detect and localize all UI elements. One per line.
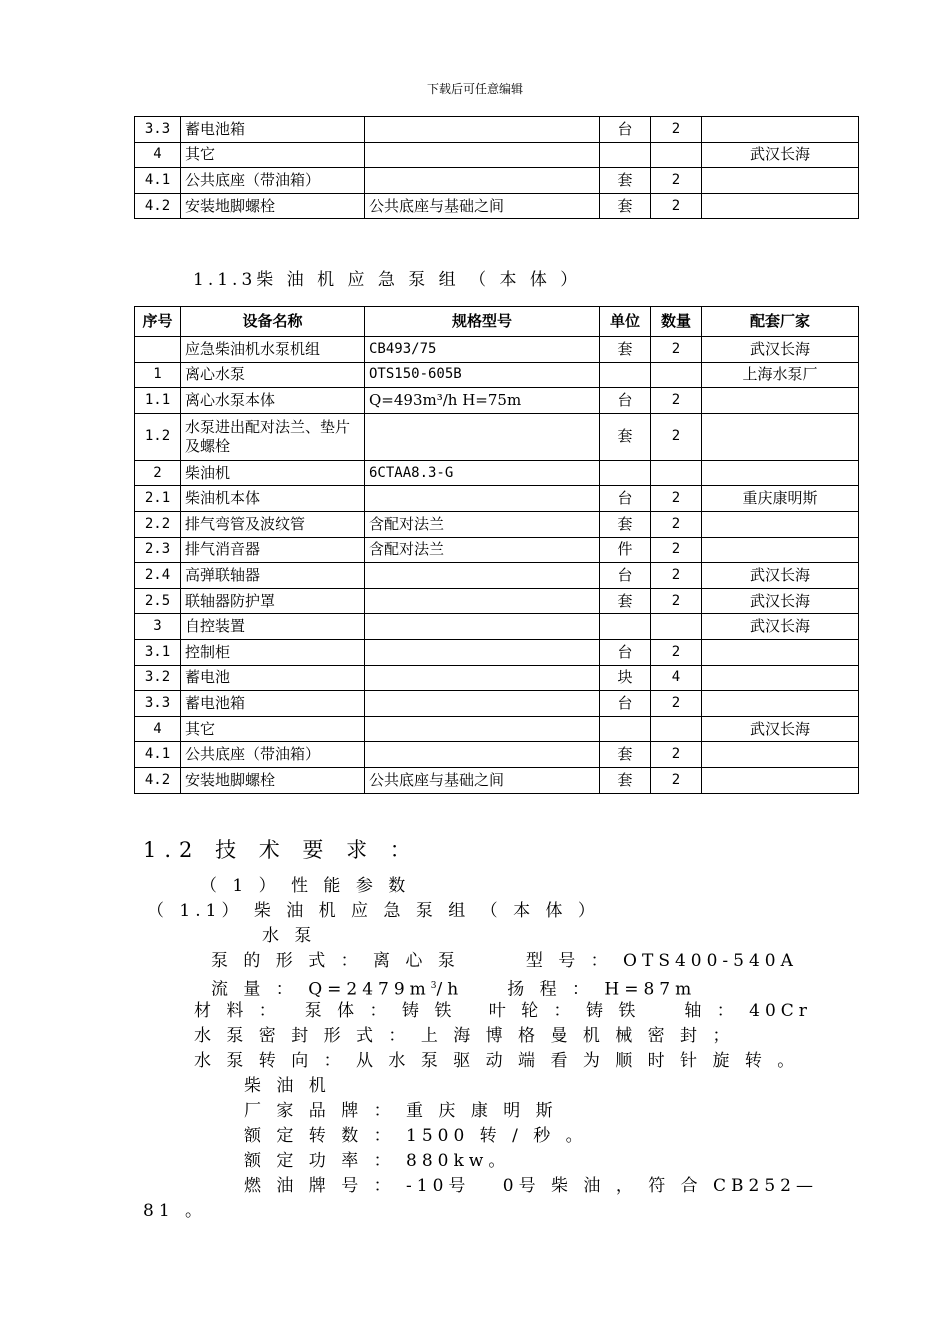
cell-unit: 套	[600, 767, 651, 793]
cell-spec	[365, 742, 600, 768]
cell-name: 公共底座（带油箱）	[181, 168, 365, 194]
cell-no: 2	[135, 460, 181, 486]
cell-name: 柴油机本体	[181, 486, 365, 512]
cell-unit: 套	[600, 337, 651, 363]
cell-unit: 块	[600, 665, 651, 691]
cell-spec	[365, 168, 600, 194]
cell-unit	[600, 614, 651, 640]
cell-qty: 2	[651, 588, 702, 614]
cell-qty: 2	[651, 767, 702, 793]
cell-no: 4.2	[135, 193, 181, 219]
cell-no: 4.1	[135, 742, 181, 768]
tech-line-13: 燃 油 牌 号 ： -10号 0号 柴 油 ， 符 合 CB252—	[244, 1176, 818, 1196]
cell-spec	[365, 716, 600, 742]
cell-qty: 2	[651, 388, 702, 414]
cell-qty	[651, 614, 702, 640]
cell-no: 1	[135, 362, 181, 388]
cell-qty: 4	[651, 665, 702, 691]
cell-unit: 台	[600, 639, 651, 665]
cell-name: 其它	[181, 716, 365, 742]
cell-maker: 武汉长海	[702, 588, 859, 614]
flow-label: 流 量 ： Q=2479m	[211, 979, 431, 1000]
tech-line-9: 柴 油 机	[244, 1076, 331, 1096]
flow-unit-exponent: 3	[430, 981, 437, 991]
cell-name: 联轴器防护罩	[181, 588, 365, 614]
cell-maker	[702, 193, 859, 219]
cell-maker	[702, 117, 859, 143]
section-title-113: 1.1.3柴 油 机 应 急 泵 组 （ 本 体 ）	[193, 270, 582, 290]
table-row	[135, 767, 859, 793]
cell-maker: 武汉长海	[702, 614, 859, 640]
page-header: 下载后可任意编辑	[426, 82, 523, 96]
cell-spec: 公共底座与基础之间	[365, 767, 600, 793]
header-no: 序号	[135, 307, 181, 337]
cell-maker	[702, 388, 859, 414]
table-row	[135, 117, 859, 143]
cell-maker: 上海水泵厂	[702, 362, 859, 388]
cell-no: 4.2	[135, 767, 181, 793]
tech-line-12: 额 定 功 率 ： 880kw。	[244, 1151, 511, 1171]
cell-spec	[365, 614, 600, 640]
cell-unit	[600, 716, 651, 742]
cell-qty	[651, 460, 702, 486]
cell-name: 公共底座（带油箱）	[181, 742, 365, 768]
tech-line-3: 水 泵	[262, 926, 317, 946]
cell-qty: 2	[651, 337, 702, 363]
cell-name: 蓄电池	[181, 665, 365, 691]
cell-no: 3.2	[135, 665, 181, 691]
cell-maker	[702, 168, 859, 194]
tech-line-11: 额 定 转 数 ： 1500 转 / 秒 。	[244, 1126, 588, 1146]
table-row	[135, 563, 859, 589]
cell-qty	[651, 716, 702, 742]
cell-unit	[600, 460, 651, 486]
tech-line-4: 泵 的 形 式 ： 离 心 泵 型 号 ： OTS400-540A	[211, 951, 798, 971]
cell-unit: 台	[600, 388, 651, 414]
cell-name: 其它	[181, 142, 365, 168]
cell-name: 水泵进出配对法兰、垫片及螺栓	[181, 413, 365, 460]
cell-qty: 2	[651, 691, 702, 717]
cell-qty: 2	[651, 511, 702, 537]
cell-spec: 公共底座与基础之间	[365, 193, 600, 219]
cell-maker: 重庆康明斯	[702, 486, 859, 512]
header-name: 设备名称	[181, 307, 365, 337]
cell-spec	[365, 588, 600, 614]
cell-name: 蓄电池箱	[181, 117, 365, 143]
cell-spec: 含配对法兰	[365, 511, 600, 537]
cell-unit: 套	[600, 168, 651, 194]
cell-name: 蓄电池箱	[181, 691, 365, 717]
cell-no: 2.1	[135, 486, 181, 512]
cell-maker: 武汉长海	[702, 563, 859, 589]
cell-maker	[702, 413, 859, 460]
cell-name: 排气消音器	[181, 537, 365, 563]
cell-qty: 2	[651, 413, 702, 460]
tech-requirements-title: 1.2 技 术 要 求 ：	[143, 838, 419, 862]
cell-maker	[702, 665, 859, 691]
tech-line-5	[211, 974, 696, 1002]
cell-name: 自控装置	[181, 614, 365, 640]
table-row	[135, 486, 859, 512]
table-row	[135, 142, 859, 168]
tech-line-6: 材 料 ： 泵 体 ： 铸 铁 叶 轮 ： 铸 铁 轴 ： 40Cr	[194, 1001, 812, 1021]
cell-spec: CB493/75	[365, 337, 600, 363]
table-row	[135, 168, 859, 194]
table-row	[135, 193, 859, 219]
cell-maker	[702, 537, 859, 563]
cell-name: 安装地脚螺栓	[181, 767, 365, 793]
cell-name: 排气弯管及波纹管	[181, 511, 365, 537]
cell-spec	[365, 486, 600, 512]
table-row	[135, 388, 859, 414]
header-spec: 规格型号	[365, 307, 600, 337]
cell-maker: 武汉长海	[702, 716, 859, 742]
cell-no: 1.2	[135, 413, 181, 460]
table-row	[135, 614, 859, 640]
cell-spec	[365, 639, 600, 665]
cell-maker	[702, 460, 859, 486]
cell-spec: Q=493m³/h H=75m	[365, 388, 600, 414]
cell-unit: 套	[600, 742, 651, 768]
cell-qty: 2	[651, 193, 702, 219]
cell-maker: 武汉长海	[702, 142, 859, 168]
table-row	[135, 639, 859, 665]
cell-no: 3.3	[135, 117, 181, 143]
head-label: /h 扬 程 ： H=87m	[436, 979, 697, 1000]
table-row	[135, 665, 859, 691]
cell-name: 控制柜	[181, 639, 365, 665]
cell-name: 离心水泵	[181, 362, 365, 388]
table-row	[135, 588, 859, 614]
cell-unit: 套	[600, 193, 651, 219]
table-row	[135, 460, 859, 486]
table-row	[135, 511, 859, 537]
cell-qty: 2	[651, 486, 702, 512]
table-row	[135, 337, 859, 363]
cell-no: 4.1	[135, 168, 181, 194]
table-row	[135, 716, 859, 742]
cell-no	[135, 337, 181, 363]
cell-qty: 2	[651, 563, 702, 589]
cell-no: 2.2	[135, 511, 181, 537]
cell-unit: 台	[600, 117, 651, 143]
cell-name: 离心水泵本体	[181, 388, 365, 414]
cell-no: 3.1	[135, 639, 181, 665]
equipment-table	[134, 306, 859, 794]
cell-unit	[600, 142, 651, 168]
cell-qty: 2	[651, 168, 702, 194]
tech-line-7: 水 泵 密 封 形 式 ： 上 海 博 格 曼 机 械 密 封 ；	[194, 1026, 735, 1046]
cell-spec: 含配对法兰	[365, 537, 600, 563]
cell-unit: 台	[600, 486, 651, 512]
cell-qty	[651, 362, 702, 388]
cell-maker: 武汉长海	[702, 337, 859, 363]
cell-no: 2.4	[135, 563, 181, 589]
cell-qty: 2	[651, 537, 702, 563]
cell-qty	[651, 142, 702, 168]
cell-maker	[702, 691, 859, 717]
header-maker: 配套厂家	[702, 307, 859, 337]
table-row	[135, 362, 859, 388]
cell-unit: 台	[600, 563, 651, 589]
table-row	[135, 742, 859, 768]
cell-no: 1.1	[135, 388, 181, 414]
cell-maker	[702, 767, 859, 793]
cell-maker	[702, 742, 859, 768]
cell-qty: 2	[651, 639, 702, 665]
tech-line-10: 厂 家 品 牌 ： 重 庆 康 明 斯	[244, 1101, 558, 1121]
cell-name: 柴油机	[181, 460, 365, 486]
cell-maker	[702, 511, 859, 537]
cell-no: 2.5	[135, 588, 181, 614]
cell-unit: 套	[600, 511, 651, 537]
table-row	[135, 537, 859, 563]
cell-unit: 套	[600, 413, 651, 460]
cell-maker	[702, 639, 859, 665]
cell-spec	[365, 665, 600, 691]
cell-no: 4	[135, 716, 181, 742]
cell-no: 3	[135, 614, 181, 640]
cell-no: 4	[135, 142, 181, 168]
cell-unit: 台	[600, 691, 651, 717]
cell-spec	[365, 413, 600, 460]
cell-unit: 件	[600, 537, 651, 563]
tech-line-2: （ 1.1） 柴 油 机 应 急 泵 组 （ 本 体 ）	[147, 901, 600, 921]
cell-name: 安装地脚螺栓	[181, 193, 365, 219]
cell-unit	[600, 362, 651, 388]
cell-no: 2.3	[135, 537, 181, 563]
cell-spec: 6CTAA8.3-G	[365, 460, 600, 486]
table-row	[135, 413, 859, 460]
cell-name: 高弹联轴器	[181, 563, 365, 589]
cell-spec	[365, 117, 600, 143]
tech-line-8: 水 泵 转 向 ： 从 水 泵 驱 动 端 看 为 顺 时 针 旋 转 。	[194, 1051, 800, 1071]
cell-spec	[365, 563, 600, 589]
cell-name: 应急柴油机水泵机组	[181, 337, 365, 363]
tech-line-1: （ 1 ） 性 能 参 数	[200, 876, 411, 896]
cell-qty: 2	[651, 117, 702, 143]
cell-unit: 套	[600, 588, 651, 614]
cell-spec	[365, 142, 600, 168]
cell-no: 3.3	[135, 691, 181, 717]
header-qty: 数量	[651, 307, 702, 337]
cell-qty: 2	[651, 742, 702, 768]
header-unit: 单位	[600, 307, 651, 337]
cell-spec	[365, 691, 600, 717]
equipment-table-continued	[134, 116, 859, 219]
table-header-row	[135, 307, 859, 337]
tech-line-14: 81 。	[143, 1201, 208, 1221]
cell-spec: OTS150-605B	[365, 362, 600, 388]
table-row	[135, 691, 859, 717]
